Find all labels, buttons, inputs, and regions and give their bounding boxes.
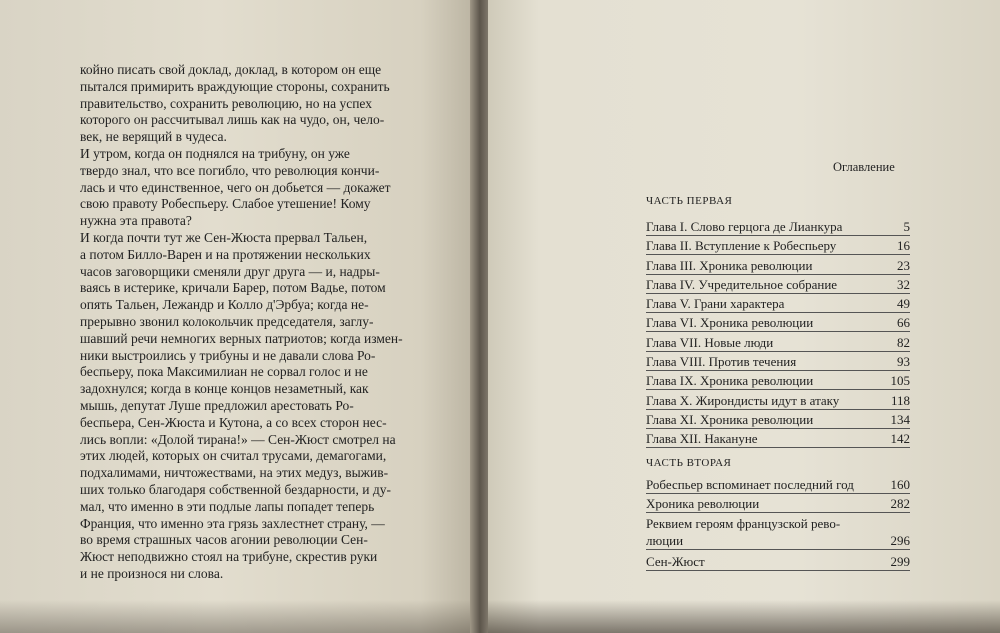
toc-rule bbox=[646, 512, 910, 513]
text-line: пытался примирить враждующие стороны, сохранить bbox=[80, 78, 390, 94]
toc-entry-title: Глава IV. Учредительное собрание bbox=[646, 276, 838, 292]
left-page bbox=[0, 0, 478, 633]
text-line: ших только благодаря собственной бездарности, и ду- bbox=[80, 481, 391, 497]
toc-rule bbox=[646, 370, 910, 371]
toc-page-number: 23 bbox=[897, 257, 910, 273]
left-page-shadow bbox=[0, 600, 478, 633]
toc-entry bbox=[646, 258, 910, 277]
toc-entry bbox=[646, 354, 910, 373]
toc-entry-title: Глава II. Вступление к Робеспьеру bbox=[646, 238, 837, 254]
text-line: прерывно звонил колокольчик председателя, заглу- bbox=[80, 313, 374, 329]
text-line: правительство, сохранить революцию, но на успех bbox=[80, 95, 372, 111]
text-line: которого он рассчитывал лишь как на чудо, он, чело- bbox=[80, 112, 385, 128]
text-line: Жюст неподвижно стоял на трибуне, скрестив руки bbox=[80, 549, 378, 565]
toc-rule bbox=[646, 549, 910, 550]
toc-entry bbox=[646, 315, 910, 334]
toc-entry bbox=[646, 412, 910, 431]
toc-page-number: 142 bbox=[890, 431, 910, 447]
toc-entry bbox=[646, 296, 910, 315]
toc-entry-title: Глава IX. Хроника революции bbox=[646, 373, 814, 389]
right-page-shadow bbox=[488, 600, 1000, 633]
toc-page-number: 66 bbox=[897, 315, 910, 331]
toc-title: Оглавление bbox=[833, 160, 895, 174]
text-line: нужна эта правота? bbox=[80, 213, 192, 229]
text-line: беспьеру, пока Максимилиан не сорвал голос и не bbox=[80, 364, 368, 380]
toc-rule bbox=[646, 254, 910, 255]
text-line: шавший речи немногих верных патриотов; когда измен- bbox=[80, 330, 403, 346]
text-line: лись вопли: «Долой тирана!» — Сен-Жюст смотрел на bbox=[80, 431, 396, 447]
text-line: мал, что именно в эти подлые лапы попадет теперь bbox=[80, 498, 375, 514]
toc-entry-title: Сен-Жюст bbox=[646, 553, 705, 569]
toc-page-number: 16 bbox=[897, 238, 910, 254]
text-line: этих людей, которых он считал трусами, демагогами, bbox=[80, 448, 387, 464]
toc-rule bbox=[646, 274, 910, 275]
toc-entry bbox=[646, 554, 910, 573]
text-line: И утром, когда он поднялся на трибуну, он уже bbox=[80, 145, 350, 161]
text-line: часов заговорщики сменяли друг друга — и, надры- bbox=[80, 263, 380, 279]
text-line: ваясь в истерике, кричали Барер, потом Вадье, потом bbox=[80, 280, 386, 296]
toc-entry bbox=[646, 238, 910, 257]
text-line: Франция, что именно эта грязь захлестнет страну, — bbox=[80, 515, 385, 531]
text-line: задохнулся; когда в конце концов незаметный, как bbox=[80, 381, 369, 397]
text-line: твердо знал, что все погибло, что революция кончи- bbox=[80, 162, 380, 178]
toc-page-number: 282 bbox=[890, 496, 910, 512]
toc-entry-title: Глава XI. Хроника революции bbox=[646, 411, 814, 427]
toc-page-number: 105 bbox=[890, 373, 910, 389]
toc-rule bbox=[646, 389, 910, 390]
text-line: лась и что единственное, чего он добьется — докажет bbox=[80, 179, 391, 195]
text-line: беспьера, Сен-Жюста и Кутона, а со всех сторон нес- bbox=[80, 414, 387, 430]
toc-page-number: 32 bbox=[897, 276, 910, 292]
toc-page-number: 5 bbox=[903, 219, 910, 234]
part-one-heading: ЧАСТЬ ПЕРВАЯ bbox=[646, 195, 733, 207]
toc-entry-title: Глава VIII. Против течения bbox=[646, 354, 797, 370]
text-line: койно писать свой доклад, доклад, в котором он еще bbox=[80, 62, 382, 77]
text-line: мышь, депутат Луше предложил арестовать Ро- bbox=[80, 397, 354, 413]
toc-entry bbox=[646, 431, 910, 450]
toc-entry-title-continued: люции bbox=[646, 532, 684, 548]
toc-part-two-list bbox=[646, 477, 910, 573]
toc-entry-title: Глава III. Хроника революции bbox=[646, 257, 813, 273]
toc-rule bbox=[646, 312, 910, 313]
text-line: ники выстроились у трибуны и не давали слова Ро- bbox=[80, 347, 376, 363]
toc-entry-title: Глава X. Жирондисты идут в атаку bbox=[646, 392, 840, 408]
toc-page-number: 134 bbox=[890, 411, 910, 427]
toc-entry bbox=[646, 496, 910, 515]
toc-entry bbox=[646, 393, 910, 412]
toc-entry-title: Глава XII. Накануне bbox=[646, 431, 758, 447]
toc-entry-title: Реквием героям французской рево- bbox=[646, 515, 841, 531]
toc-page-number: 82 bbox=[897, 334, 910, 350]
toc-rule bbox=[646, 570, 910, 571]
part-two-heading: ЧАСТЬ ВТОРАЯ bbox=[646, 457, 732, 469]
toc-rule bbox=[646, 493, 910, 494]
text-line: а потом Билло-Варен и на протяжении нескольких bbox=[80, 246, 371, 262]
toc-rule bbox=[646, 331, 910, 332]
text-line: опять Тальен, Лежандр и Колло д'Эрбуа; когда не- bbox=[80, 297, 369, 313]
text-line: век, не верящий в чудеса. bbox=[80, 129, 227, 145]
toc-entry bbox=[646, 477, 910, 496]
toc-rule bbox=[646, 351, 910, 352]
toc-rule bbox=[646, 235, 910, 236]
toc-entry bbox=[646, 277, 910, 296]
toc-entry bbox=[646, 335, 910, 354]
toc-entry-title: Глава VI. Хроника революции bbox=[646, 315, 814, 331]
toc-entry-title: Хроника революции bbox=[646, 496, 760, 512]
toc-entry-title: Робеспьер вспоминает последний год bbox=[646, 477, 854, 492]
left-page-text bbox=[80, 62, 412, 583]
toc-page-number: 160 bbox=[890, 477, 910, 492]
toc-rule bbox=[646, 428, 910, 429]
toc-page-number: 49 bbox=[897, 296, 910, 312]
toc-rule bbox=[646, 293, 910, 294]
toc-page-number: 93 bbox=[897, 354, 910, 370]
toc-page-number: 299 bbox=[890, 553, 910, 569]
toc-entry-title: Глава VII. Новые люди bbox=[646, 334, 774, 350]
toc-entry-title: Глава I. Слово герцога де Лианкура bbox=[646, 219, 843, 234]
toc-entry bbox=[646, 219, 910, 238]
toc-page-number: 118 bbox=[890, 392, 910, 408]
toc-entry-title: Глава V. Грани характера bbox=[646, 296, 785, 312]
text-line: во время страшных часов агонии революции Сен- bbox=[80, 532, 368, 548]
toc-part-one-list bbox=[646, 219, 910, 451]
text-line: свою правоту Робеспьеру. Слабое утешение! Кому bbox=[80, 196, 371, 212]
toc-entry bbox=[646, 516, 910, 554]
toc-page-number: 296 bbox=[890, 532, 910, 548]
toc-rule bbox=[646, 447, 910, 448]
text-line: и не произнося ни слова. bbox=[80, 565, 224, 581]
toc-entry bbox=[646, 373, 910, 392]
text-line: подхалимами, ничтожествами, на этих медуз, выжив- bbox=[80, 465, 389, 481]
toc-rule bbox=[646, 409, 910, 410]
text-line: И когда почти тут же Сен-Жюста прервал Тальен, bbox=[80, 229, 368, 245]
